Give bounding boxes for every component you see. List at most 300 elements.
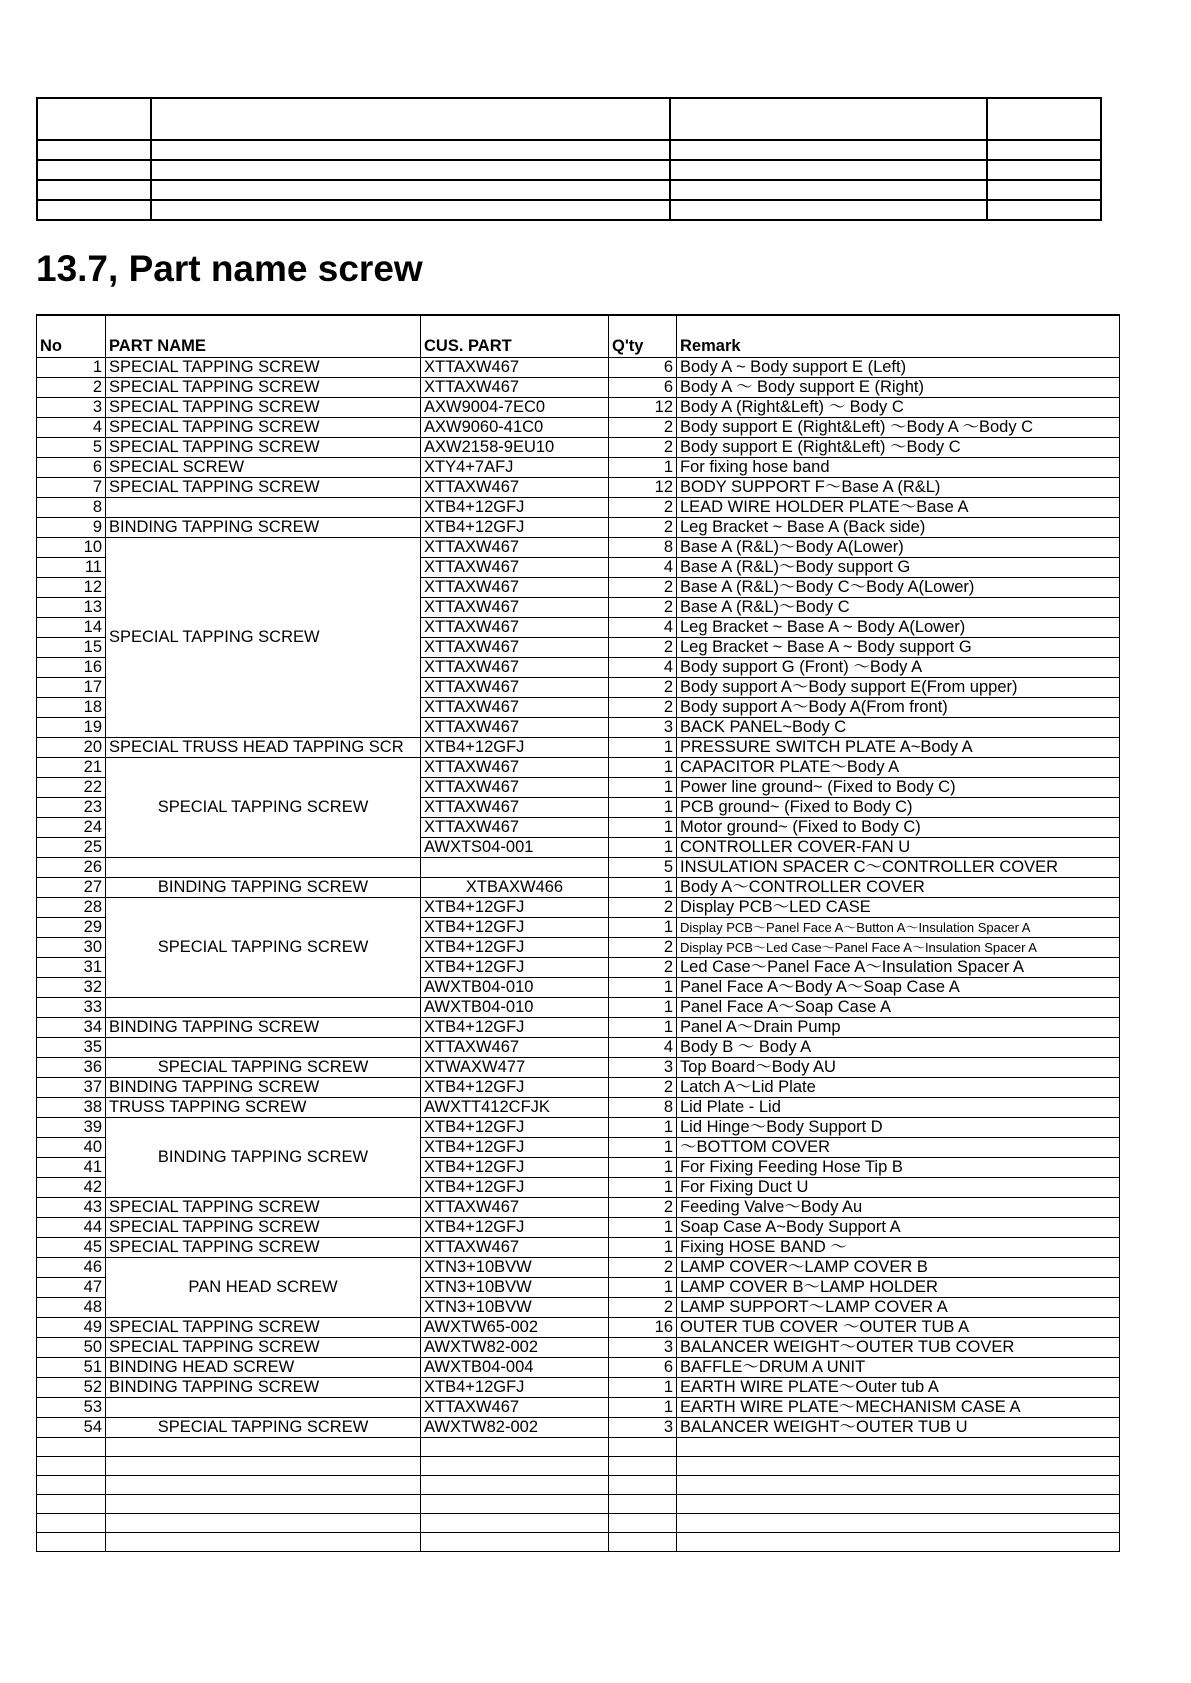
remark: Motor ground~ (Fixed to Body C) — [677, 818, 1120, 838]
blank-cell — [609, 1438, 677, 1457]
quantity: 1 — [609, 1018, 677, 1038]
table-row — [37, 438, 1120, 458]
row-number: 50 — [37, 1338, 106, 1358]
blank-row — [37, 1533, 1120, 1552]
quantity: 1 — [609, 818, 677, 838]
quantity: 4 — [609, 618, 677, 638]
remark: For Fixing Duct U — [677, 1178, 1120, 1198]
quantity: 4 — [609, 558, 677, 578]
remark: For Fixing Feeding Hose Tip B — [677, 1158, 1120, 1178]
remark: Lid Hinge〜Body Support D — [677, 1118, 1120, 1138]
row-number: 10 — [37, 538, 106, 558]
cus-part: XTB4+12GFJ — [421, 1138, 609, 1158]
header-no: No — [37, 315, 106, 358]
table-row — [37, 1018, 1120, 1038]
quantity: 2 — [609, 1298, 677, 1318]
remark: Lid Plate - Lid — [677, 1098, 1120, 1118]
quantity: 2 — [609, 958, 677, 978]
quantity: 6 — [609, 358, 677, 378]
remark: PRESSURE SWITCH PLATE A~Body A — [677, 738, 1120, 758]
header-remark: Remark — [677, 315, 1120, 358]
cus-part: AWXTW82-002 — [421, 1418, 609, 1438]
blank-cell — [106, 1476, 421, 1495]
cus-part: XTB4+12GFJ — [421, 1158, 609, 1178]
row-number: 14 — [37, 618, 106, 638]
table-row — [37, 1198, 1120, 1218]
cus-part: XTTAXW467 — [421, 1238, 609, 1258]
cus-part: AXW9060-41C0 — [421, 418, 609, 438]
row-number: 28 — [37, 898, 106, 918]
quantity: 2 — [609, 598, 677, 618]
blank-cell — [609, 1533, 677, 1552]
row-number: 51 — [37, 1358, 106, 1378]
row-number: 5 — [37, 438, 106, 458]
cus-part: XTTAXW467 — [421, 798, 609, 818]
row-number: 20 — [37, 738, 106, 758]
blank-cell — [106, 1495, 421, 1514]
header-blank-table — [36, 97, 1102, 221]
quantity: 2 — [609, 698, 677, 718]
cus-part: XTN3+10BVW — [421, 1298, 609, 1318]
quantity: 6 — [609, 1358, 677, 1378]
table-row — [37, 538, 1120, 558]
row-number: 31 — [37, 958, 106, 978]
blank-cell — [106, 1533, 421, 1552]
blank-cell — [677, 1438, 1120, 1457]
blank-cell — [609, 1476, 677, 1495]
table-row — [37, 1258, 1120, 1278]
cus-part: XTTAXW467 — [421, 818, 609, 838]
table-row — [37, 1398, 1120, 1418]
cus-part: XTB4+12GFJ — [421, 518, 609, 538]
quantity: 2 — [609, 438, 677, 458]
quantity: 1 — [609, 1138, 677, 1158]
remark: Base A (R&L)〜Body support G — [677, 558, 1120, 578]
quantity: 1 — [609, 778, 677, 798]
table-row — [37, 858, 1120, 878]
remark: Body A (Right&Left) 〜 Body C — [677, 398, 1120, 418]
table-row — [37, 1038, 1120, 1058]
cus-part: XTN3+10BVW — [421, 1258, 609, 1278]
cus-part: XTN3+10BVW — [421, 1278, 609, 1298]
part-name: BINDING HEAD SCREW — [106, 1358, 421, 1378]
cus-part: AWXTB04-010 — [421, 998, 609, 1018]
part-name: SPECIAL TAPPING SCREW — [106, 418, 421, 438]
row-number: 13 — [37, 598, 106, 618]
blank-row — [37, 1514, 1120, 1533]
table-row — [37, 1378, 1120, 1398]
part-name — [106, 1038, 421, 1058]
cus-part — [421, 858, 609, 878]
cus-part: XTB4+12GFJ — [421, 958, 609, 978]
row-number: 11 — [37, 558, 106, 578]
row-number: 30 — [37, 938, 106, 958]
row-number: 25 — [37, 838, 106, 858]
cus-part: XTTAXW467 — [421, 1198, 609, 1218]
quantity: 1 — [609, 1118, 677, 1138]
remark: INSULATION SPACER C〜CONTROLLER COVER — [677, 858, 1120, 878]
quantity: 3 — [609, 1338, 677, 1358]
remark: Top Board〜Body AU — [677, 1058, 1120, 1078]
quantity: 1 — [609, 978, 677, 998]
cus-part: XTTAXW467 — [421, 358, 609, 378]
remark: Latch A〜Lid Plate — [677, 1078, 1120, 1098]
remark: Fixing HOSE BAND 〜 — [677, 1238, 1120, 1258]
row-number: 41 — [37, 1158, 106, 1178]
row-number: 22 — [37, 778, 106, 798]
header-qty: Q'ty — [609, 315, 677, 358]
quantity: 3 — [609, 718, 677, 738]
row-number: 45 — [37, 1238, 106, 1258]
cus-part: XTTAXW467 — [421, 618, 609, 638]
remark: LEAD WIRE HOLDER PLATE〜Base A — [677, 498, 1120, 518]
remark: LAMP SUPPORT〜LAMP COVER A — [677, 1298, 1120, 1318]
row-number: 24 — [37, 818, 106, 838]
header-cus-part: CUS. PART — [421, 315, 609, 358]
blank-row — [37, 1457, 1120, 1476]
table-row — [37, 378, 1120, 398]
quantity: 2 — [609, 578, 677, 598]
table-row — [37, 1338, 1120, 1358]
remark: BALANCER WEIGHT〜OUTER TUB U — [677, 1418, 1120, 1438]
table-row — [37, 1418, 1120, 1438]
blank-cell — [677, 1533, 1120, 1552]
quantity: 1 — [609, 1178, 677, 1198]
cus-part: XTTAXW467 — [421, 638, 609, 658]
quantity: 16 — [609, 1318, 677, 1338]
part-name: BINDING TAPPING SCREW — [106, 1378, 421, 1398]
cus-part: XTTAXW467 — [421, 478, 609, 498]
quantity: 5 — [609, 858, 677, 878]
page-title: 13.7, Part name screw — [36, 248, 423, 289]
blank-cell — [106, 1457, 421, 1476]
cus-part: XTB4+12GFJ — [421, 498, 609, 518]
row-number: 8 — [37, 498, 106, 518]
blank-cell — [37, 1533, 106, 1552]
cus-part: XTB4+12GFJ — [421, 898, 609, 918]
quantity: 1 — [609, 878, 677, 898]
table-row — [37, 1098, 1120, 1118]
remark: Panel Face A〜Soap Case A — [677, 998, 1120, 1018]
remark: BAFFLE〜DRUM A UNIT — [677, 1358, 1120, 1378]
table-row — [37, 478, 1120, 498]
quantity: 2 — [609, 1198, 677, 1218]
cus-part: XTTAXW467 — [421, 578, 609, 598]
blank-cell — [421, 1514, 609, 1533]
table-row — [37, 998, 1120, 1018]
row-number: 46 — [37, 1258, 106, 1278]
remark: EARTH WIRE PLATE〜MECHANISM CASE A — [677, 1398, 1120, 1418]
table-row — [37, 418, 1120, 438]
blank-cell — [421, 1457, 609, 1476]
row-number: 53 — [37, 1398, 106, 1418]
remark: Feeding Valve〜Body Au — [677, 1198, 1120, 1218]
quantity: 1 — [609, 1278, 677, 1298]
row-number: 32 — [37, 978, 106, 998]
part-name — [106, 858, 421, 878]
row-number: 9 — [37, 518, 106, 538]
remark: Display PCB〜Panel Face A〜Button A〜Insulation Spacer A — [677, 918, 1120, 938]
blank-cell — [609, 1495, 677, 1514]
blank-cell — [421, 1495, 609, 1514]
quantity: 1 — [609, 1378, 677, 1398]
cus-part: XTTAXW467 — [421, 598, 609, 618]
cus-part: XTB4+12GFJ — [421, 738, 609, 758]
row-number: 44 — [37, 1218, 106, 1238]
remark: Body support G (Front) 〜Body A — [677, 658, 1120, 678]
table-row — [37, 1078, 1120, 1098]
table-row — [37, 738, 1120, 758]
remark: CAPACITOR PLATE〜Body A — [677, 758, 1120, 778]
part-name: SPECIAL SCREW — [106, 458, 421, 478]
blank-cell — [677, 1476, 1120, 1495]
blank-cell — [37, 1438, 106, 1457]
quantity: 2 — [609, 678, 677, 698]
part-name — [106, 1398, 421, 1418]
quantity: 1 — [609, 798, 677, 818]
part-name: BINDING TAPPING SCREW — [106, 1118, 421, 1198]
quantity: 2 — [609, 898, 677, 918]
cus-part: XTTAXW467 — [421, 658, 609, 678]
cus-part: XTB4+12GFJ — [421, 1178, 609, 1198]
parts-body — [37, 358, 1120, 1552]
table-header-row — [37, 315, 1120, 358]
remark: BALANCER WEIGHT〜OUTER TUB COVER — [677, 1338, 1120, 1358]
row-number: 42 — [37, 1178, 106, 1198]
part-name: SPECIAL TAPPING SCREW — [106, 1238, 421, 1258]
row-number: 34 — [37, 1018, 106, 1038]
quantity: 1 — [609, 1158, 677, 1178]
quantity: 6 — [609, 378, 677, 398]
blank-cell — [677, 1495, 1120, 1514]
part-name: BINDING TAPPING SCREW — [106, 1018, 421, 1038]
cus-part: XTTAXW467 — [421, 558, 609, 578]
cus-part: XTB4+12GFJ — [421, 1118, 609, 1138]
blank-cell — [37, 1495, 106, 1514]
part-name: SPECIAL TAPPING SCREW — [106, 758, 421, 858]
part-name: SPECIAL TAPPING SCREW — [106, 1198, 421, 1218]
remark: Display PCB〜Led Case〜Panel Face A〜Insulation Spacer A — [677, 938, 1120, 958]
cus-part: XTB4+12GFJ — [421, 938, 609, 958]
cus-part: XTTAXW467 — [421, 718, 609, 738]
remark: Leg Bracket ~ Base A ~ Body A(Lower) — [677, 618, 1120, 638]
cus-part: XTTAXW467 — [421, 698, 609, 718]
part-name: SPECIAL TAPPING SCREW — [106, 478, 421, 498]
cus-part: XTB4+12GFJ — [421, 918, 609, 938]
blank-row — [37, 1476, 1120, 1495]
blank-cell — [106, 1514, 421, 1533]
blank-cell — [37, 1476, 106, 1495]
row-number: 40 — [37, 1138, 106, 1158]
cus-part: XTWAXW477 — [421, 1058, 609, 1078]
quantity: 2 — [609, 1078, 677, 1098]
remark: Body support E (Right&Left) 〜Body A 〜Body C — [677, 418, 1120, 438]
part-name: SPECIAL TAPPING SCREW — [106, 538, 421, 738]
quantity: 12 — [609, 478, 677, 498]
row-number: 43 — [37, 1198, 106, 1218]
table-row — [37, 518, 1120, 538]
quantity: 1 — [609, 1218, 677, 1238]
row-number: 6 — [37, 458, 106, 478]
quantity: 1 — [609, 738, 677, 758]
blank-row — [37, 1495, 1120, 1514]
blank-cell — [421, 1438, 609, 1457]
blank-row — [37, 1438, 1120, 1457]
quantity: 1 — [609, 1238, 677, 1258]
quantity: 2 — [609, 498, 677, 518]
remark: Panel A〜Drain Pump — [677, 1018, 1120, 1038]
remark: Base A (R&L)〜Body A(Lower) — [677, 538, 1120, 558]
quantity: 1 — [609, 998, 677, 1018]
table-row — [37, 758, 1120, 778]
row-number: 18 — [37, 698, 106, 718]
part-name: TRUSS TAPPING SCREW — [106, 1098, 421, 1118]
row-number: 19 — [37, 718, 106, 738]
cus-part: AWXTW65-002 — [421, 1318, 609, 1338]
remark: PCB ground~ (Fixed to Body C) — [677, 798, 1120, 818]
cus-part: XTB4+12GFJ — [421, 1018, 609, 1038]
part-name: SPECIAL TAPPING SCREW — [106, 1058, 421, 1078]
quantity: 1 — [609, 758, 677, 778]
remark: Base A (R&L)〜Body C〜Body A(Lower) — [677, 578, 1120, 598]
cus-part: AXW2158-9EU10 — [421, 438, 609, 458]
part-name: BINDING TAPPING SCREW — [106, 878, 421, 898]
parts-table — [36, 314, 1120, 1552]
cus-part: AXW9004-7EC0 — [421, 398, 609, 418]
quantity: 2 — [609, 938, 677, 958]
row-number: 48 — [37, 1298, 106, 1318]
row-number: 27 — [37, 878, 106, 898]
remark: For fixing hose band — [677, 458, 1120, 478]
remark: Body support A〜Body support E(From upper) — [677, 678, 1120, 698]
part-name: SPECIAL TAPPING SCREW — [106, 378, 421, 398]
row-number: 47 — [37, 1278, 106, 1298]
remark: Power line ground~ (Fixed to Body C) — [677, 778, 1120, 798]
cus-part: XTTAXW467 — [421, 538, 609, 558]
quantity: 3 — [609, 1418, 677, 1438]
part-name: SPECIAL TAPPING SCREW — [106, 1418, 421, 1438]
part-name: BINDING TAPPING SCREW — [106, 518, 421, 538]
remark: BACK PANEL~Body C — [677, 718, 1120, 738]
row-number: 35 — [37, 1038, 106, 1058]
row-number: 26 — [37, 858, 106, 878]
cus-part: XTTAXW467 — [421, 378, 609, 398]
cus-part: AWXTB04-004 — [421, 1358, 609, 1378]
blank-cell — [609, 1514, 677, 1533]
row-number: 17 — [37, 678, 106, 698]
row-number: 36 — [37, 1058, 106, 1078]
table-row — [37, 1358, 1120, 1378]
row-number: 15 — [37, 638, 106, 658]
cus-part: XTY4+7AFJ — [421, 458, 609, 478]
quantity: 12 — [609, 398, 677, 418]
quantity: 4 — [609, 658, 677, 678]
table-row — [37, 398, 1120, 418]
part-name: SPECIAL TAPPING SCREW — [106, 438, 421, 458]
part-name: SPECIAL TAPPING SCREW — [106, 398, 421, 418]
blank-cell — [37, 1457, 106, 1476]
row-number: 23 — [37, 798, 106, 818]
row-number: 29 — [37, 918, 106, 938]
remark: EARTH WIRE PLATE〜Outer tub A — [677, 1378, 1120, 1398]
row-number: 12 — [37, 578, 106, 598]
table-row — [37, 458, 1120, 478]
quantity: 8 — [609, 538, 677, 558]
cus-part: XTBAXW466 — [421, 878, 609, 898]
part-name: SPECIAL TAPPING SCREW — [106, 358, 421, 378]
blank-cell — [677, 1514, 1120, 1533]
row-number: 39 — [37, 1118, 106, 1138]
blank-cell — [677, 1457, 1120, 1476]
table-row — [37, 878, 1120, 898]
blank-cell — [421, 1476, 609, 1495]
cus-part: XTB4+12GFJ — [421, 1378, 609, 1398]
table-row — [37, 1058, 1120, 1078]
remark: Body A〜CONTROLLER COVER — [677, 878, 1120, 898]
cus-part: AWXTB04-010 — [421, 978, 609, 998]
cus-part: AWXTT412CFJK — [421, 1098, 609, 1118]
row-number: 2 — [37, 378, 106, 398]
remark: OUTER TUB COVER 〜OUTER TUB A — [677, 1318, 1120, 1338]
cus-part: XTTAXW467 — [421, 1398, 609, 1418]
part-name: SPECIAL TAPPING SCREW — [106, 1218, 421, 1238]
cus-part: XTB4+12GFJ — [421, 1078, 609, 1098]
blank-cell — [106, 1438, 421, 1457]
remark: Panel Face A〜Body A〜Soap Case A — [677, 978, 1120, 998]
remark: LAMP COVER B〜LAMP HOLDER — [677, 1278, 1120, 1298]
quantity: 4 — [609, 1038, 677, 1058]
row-number: 1 — [37, 358, 106, 378]
quantity: 2 — [609, 518, 677, 538]
row-number: 3 — [37, 398, 106, 418]
row-number: 33 — [37, 998, 106, 1018]
row-number: 49 — [37, 1318, 106, 1338]
table-row — [37, 898, 1120, 918]
remark: Body support E (Right&Left) 〜Body C — [677, 438, 1120, 458]
remark: Display PCB〜LED CASE — [677, 898, 1120, 918]
remark: 〜BOTTOM COVER — [677, 1138, 1120, 1158]
part-name: SPECIAL TAPPING SCREW — [106, 1318, 421, 1338]
row-number: 54 — [37, 1418, 106, 1438]
remark: Leg Bracket ~ Base A (Back side) — [677, 518, 1120, 538]
quantity: 1 — [609, 918, 677, 938]
row-number: 16 — [37, 658, 106, 678]
quantity: 1 — [609, 838, 677, 858]
part-name: SPECIAL TAPPING SCREW — [106, 898, 421, 998]
cus-part: AWXTS04-001 — [421, 838, 609, 858]
table-row — [37, 1118, 1120, 1138]
cus-part: AWXTW82-002 — [421, 1338, 609, 1358]
table-row — [37, 1318, 1120, 1338]
quantity: 1 — [609, 1398, 677, 1418]
remark: Body B 〜 Body A — [677, 1038, 1120, 1058]
part-name — [106, 998, 421, 1018]
remark: Body A ~ Body support E (Left) — [677, 358, 1120, 378]
quantity: 3 — [609, 1058, 677, 1078]
remark: Led Case〜Panel Face A〜Insulation Spacer A — [677, 958, 1120, 978]
quantity: 2 — [609, 638, 677, 658]
remark: Leg Bracket ~ Base A ~ Body support G — [677, 638, 1120, 658]
cus-part: XTB4+12GFJ — [421, 1218, 609, 1238]
table-row — [37, 1238, 1120, 1258]
part-name: SPECIAL TRUSS HEAD TAPPING SCR — [106, 738, 421, 758]
remark: CONTROLLER COVER-FAN U — [677, 838, 1120, 858]
blank-cell — [421, 1533, 609, 1552]
quantity: 1 — [609, 458, 677, 478]
table-row — [37, 498, 1120, 518]
part-name — [106, 498, 421, 518]
header-part-name: PART NAME — [106, 315, 421, 358]
